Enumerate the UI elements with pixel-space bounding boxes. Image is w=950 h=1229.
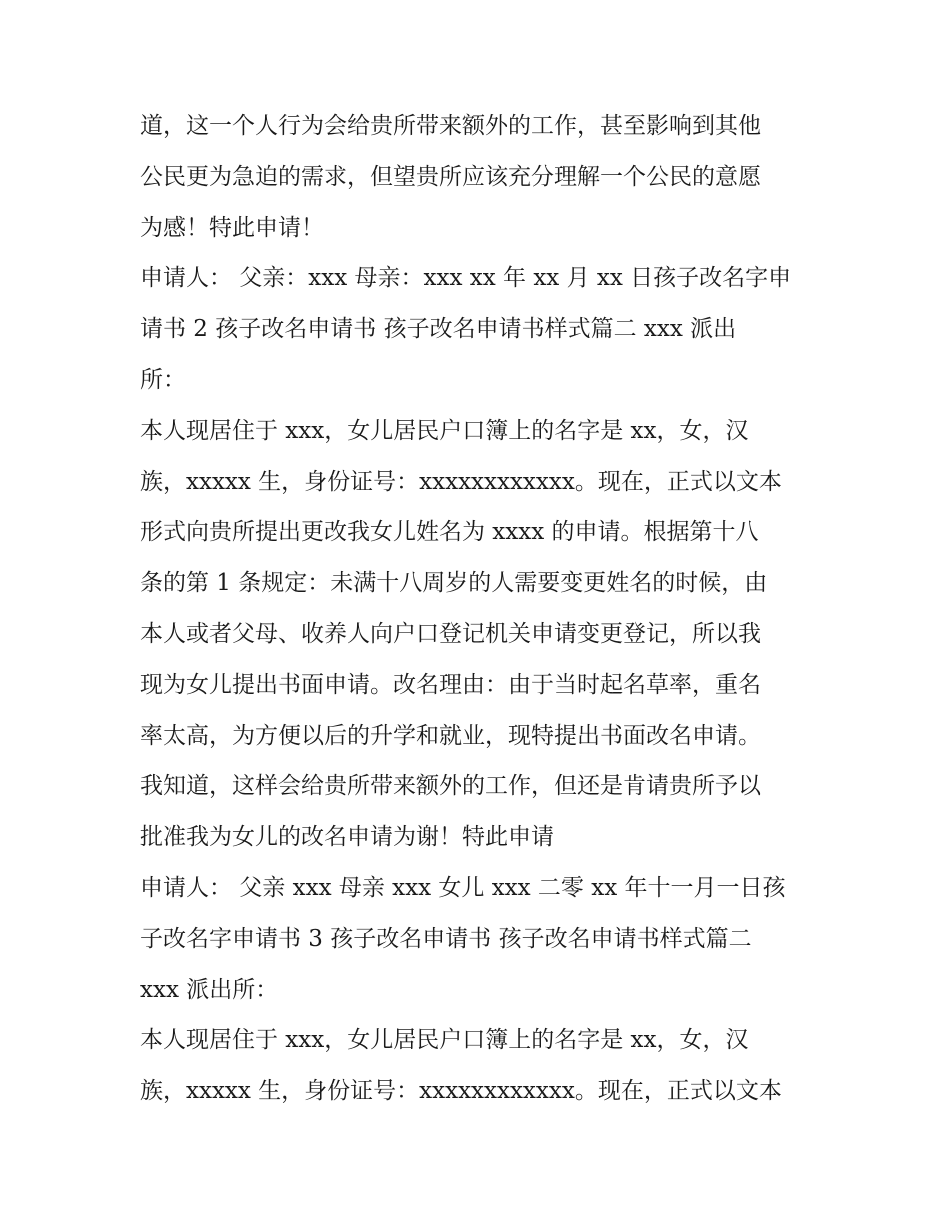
text-line: 为感！特此申请！ [140,214,324,241]
text-line: 所： [140,366,186,393]
text-line: 我知道，这样会给贵所带来额外的工作，但还是肯请贵所予以 [140,773,761,800]
text-line: 率太高，为方便以后的升学和就业，现特提出书面改名申请。 [140,722,761,749]
text-line: 申请人： 父亲 xxx 母亲 xxx 女儿 xxx 二零 xx 年十一月一日孩 [140,874,786,901]
text-line: 请书 2 孩子改名申请书 孩子改名申请书样式篇二 xxx 派出 [140,316,737,343]
text-line: 本人现居住于 xxx，女儿居民户口簿上的名字是 xx，女，汉 [140,1027,749,1054]
text-line: 条的第 1 条规定：未满十八周岁的人需要变更姓名的时候，由 [140,570,768,597]
text-line: 道，这一个人行为会给贵所带来额外的工作，甚至影响到其他 [140,113,761,139]
text-line: 公民更为急迫的需求，但望贵所应该充分理解一个公民的意愿 [140,163,761,190]
document-body [140,101,830,1117]
text-line: 族，xxxxx 生，身份证号：xxxxxxxxxxxx。现在，正式以文本 [140,1078,782,1105]
text-line: 形式向贵所提出更改我女儿姓名为 xxxx 的申请。根据第十八 [140,519,759,546]
text-line: 现为女儿提出书面申请。改名理由：由于当时起名草率，重名 [140,671,761,698]
text-line: 子改名字申请书 3 孩子改名申请书 孩子改名申请书样式篇二 [140,925,752,952]
text-line: xxx 派出所： [140,976,279,1003]
text-line: 本人或者父母、收养人向户口登记机关申请变更登记，所以我 [140,620,761,647]
text-line: 批准我为女儿的改名申请为谢！特此申请 [140,824,554,851]
text-line: 申请人： 父亲：xxx 母亲：xxx xx 年 xx 月 xx 日孩子改名字申 [140,265,792,292]
text-line: 本人现居住于 xxx，女儿居民户口簿上的名字是 xx，女，汉 [140,417,749,444]
text-line: 族，xxxxx 生，身份证号：xxxxxxxxxxxx。现在，正式以文本 [140,468,782,495]
